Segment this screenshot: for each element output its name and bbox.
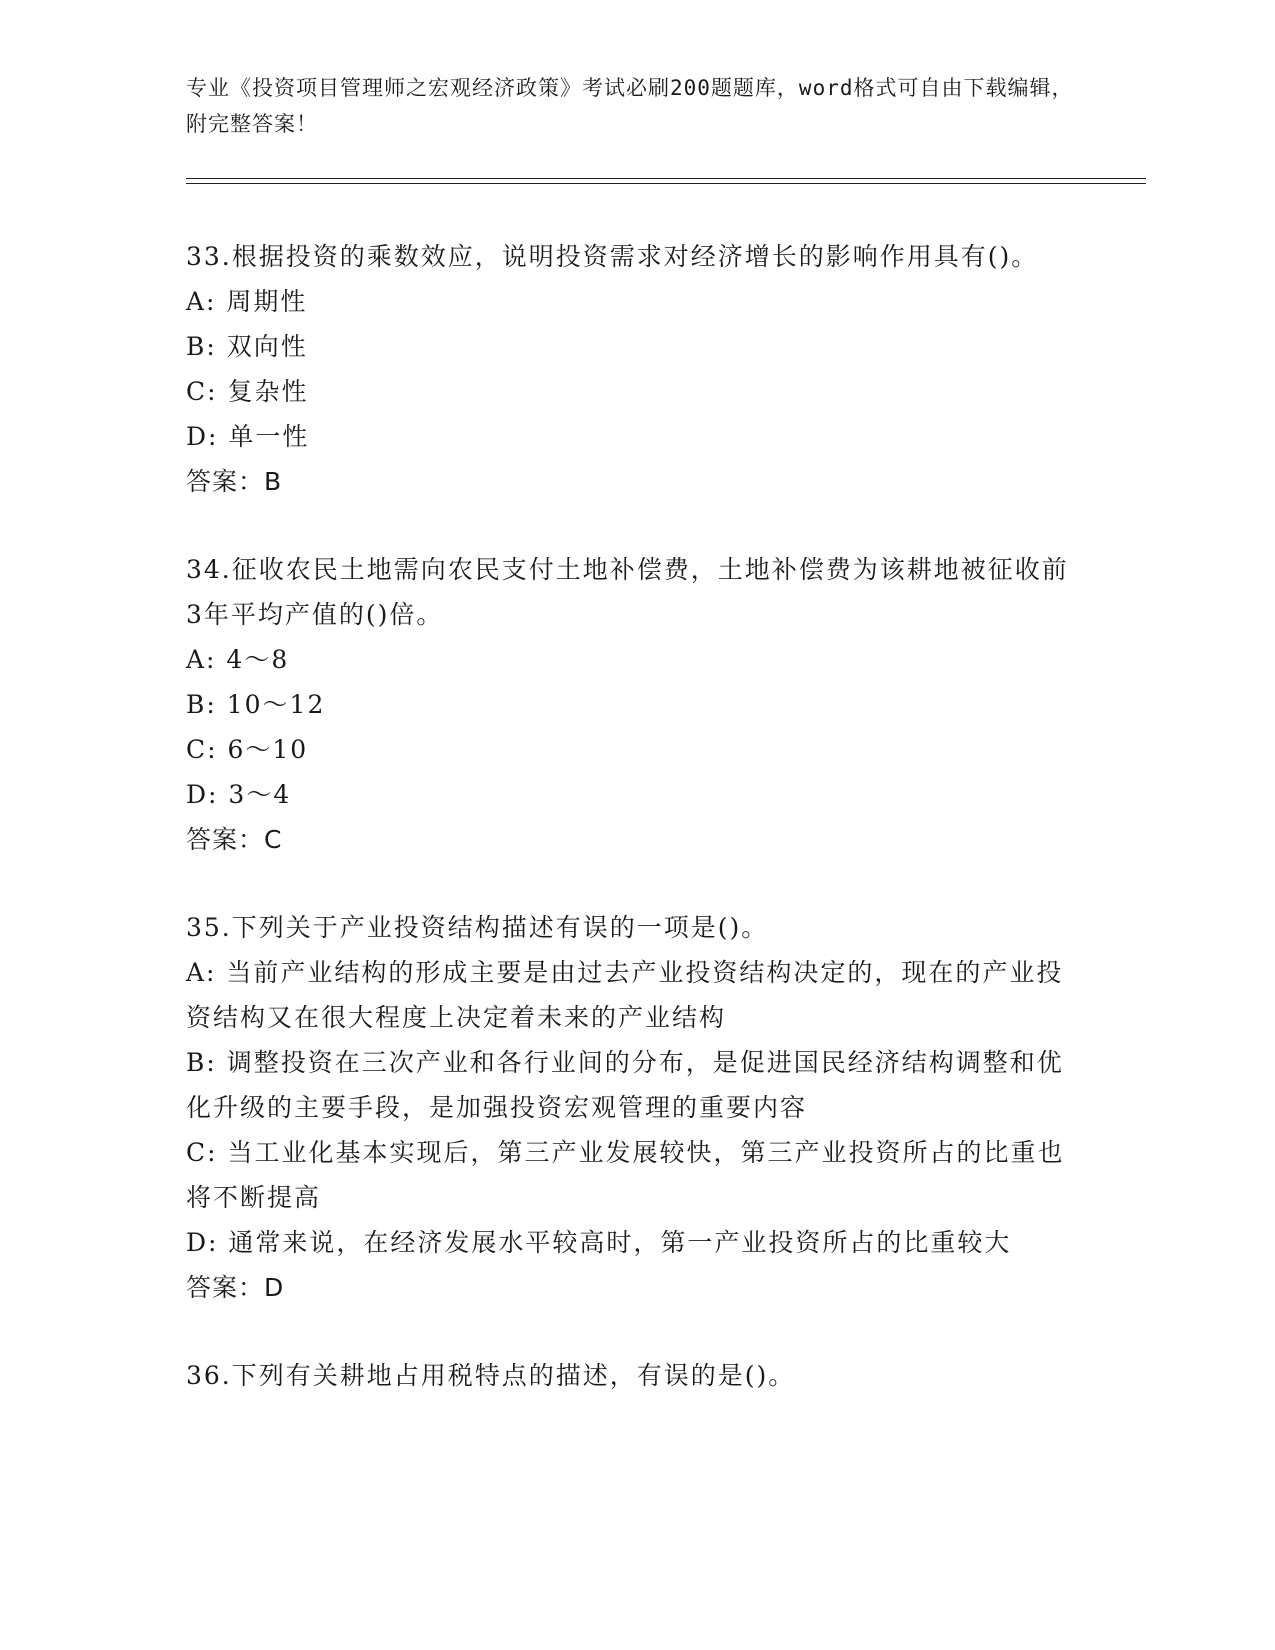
header-divider-bottom — [186, 183, 1146, 184]
answer-line: 答案：D — [186, 1273, 285, 1302]
question-list — [186, 234, 1086, 1441]
question-36 — [186, 1353, 1086, 1398]
question-text: 35.下列关于产业投资结构描述有误的一项是()。 — [186, 913, 769, 942]
option-c: C: 6～10 — [186, 735, 309, 764]
question-text: 33.根据投资的乘数效应，说明投资需求对经济增长的影响作用具有()。 — [186, 242, 1039, 271]
option-a: A: 周期性 — [186, 287, 308, 316]
question-text: 34.征收农民土地需向农民支付土地补偿费，土地补偿费为该耕地被征收前3年平均产值的()倍。 — [186, 555, 1069, 629]
option-b: B: 双向性 — [186, 332, 308, 361]
option-d: D: 3～4 — [186, 780, 292, 809]
header-divider-top — [186, 178, 1146, 179]
option-b: B: 10～12 — [186, 690, 326, 719]
question-35 — [186, 905, 1086, 1310]
option-c: C: 复杂性 — [186, 377, 309, 406]
option-d: D: 单一性 — [186, 422, 310, 451]
option-b: B: 调整投资在三次产业和各行业间的分布，是促进国民经济结构调整和优化升级的主要手段，是加强投资宏观管理的重要内容 — [186, 1048, 1064, 1122]
option-a: A: 4～8 — [186, 645, 290, 674]
option-c: C: 当工业化基本实现后，第三产业发展较快，第三产业投资所占的比重也将不断提高 — [186, 1138, 1065, 1212]
answer-line: 答案：C — [186, 825, 283, 854]
document-header: 专业《投资项目管理师之宏观经济政策》考试必刷200题题库，word格式可自由下载编辑，附完整答案！ — [186, 76, 1074, 136]
answer-line: 答案：B — [186, 467, 283, 496]
option-a: A: 当前产业结构的形成主要是由过去产业投资结构决定的，现在的产业投资结构又在很大程度上决定着未来的产业结构 — [186, 958, 1064, 1032]
question-text: 36.下列有关耕地占用税特点的描述，有误的是()。 — [186, 1361, 796, 1390]
question-33 — [186, 234, 1086, 504]
option-d: D: 通常来说，在经济发展水平较高时，第一产业投资所占的比重较大 — [186, 1228, 1012, 1257]
question-34 — [186, 547, 1086, 862]
